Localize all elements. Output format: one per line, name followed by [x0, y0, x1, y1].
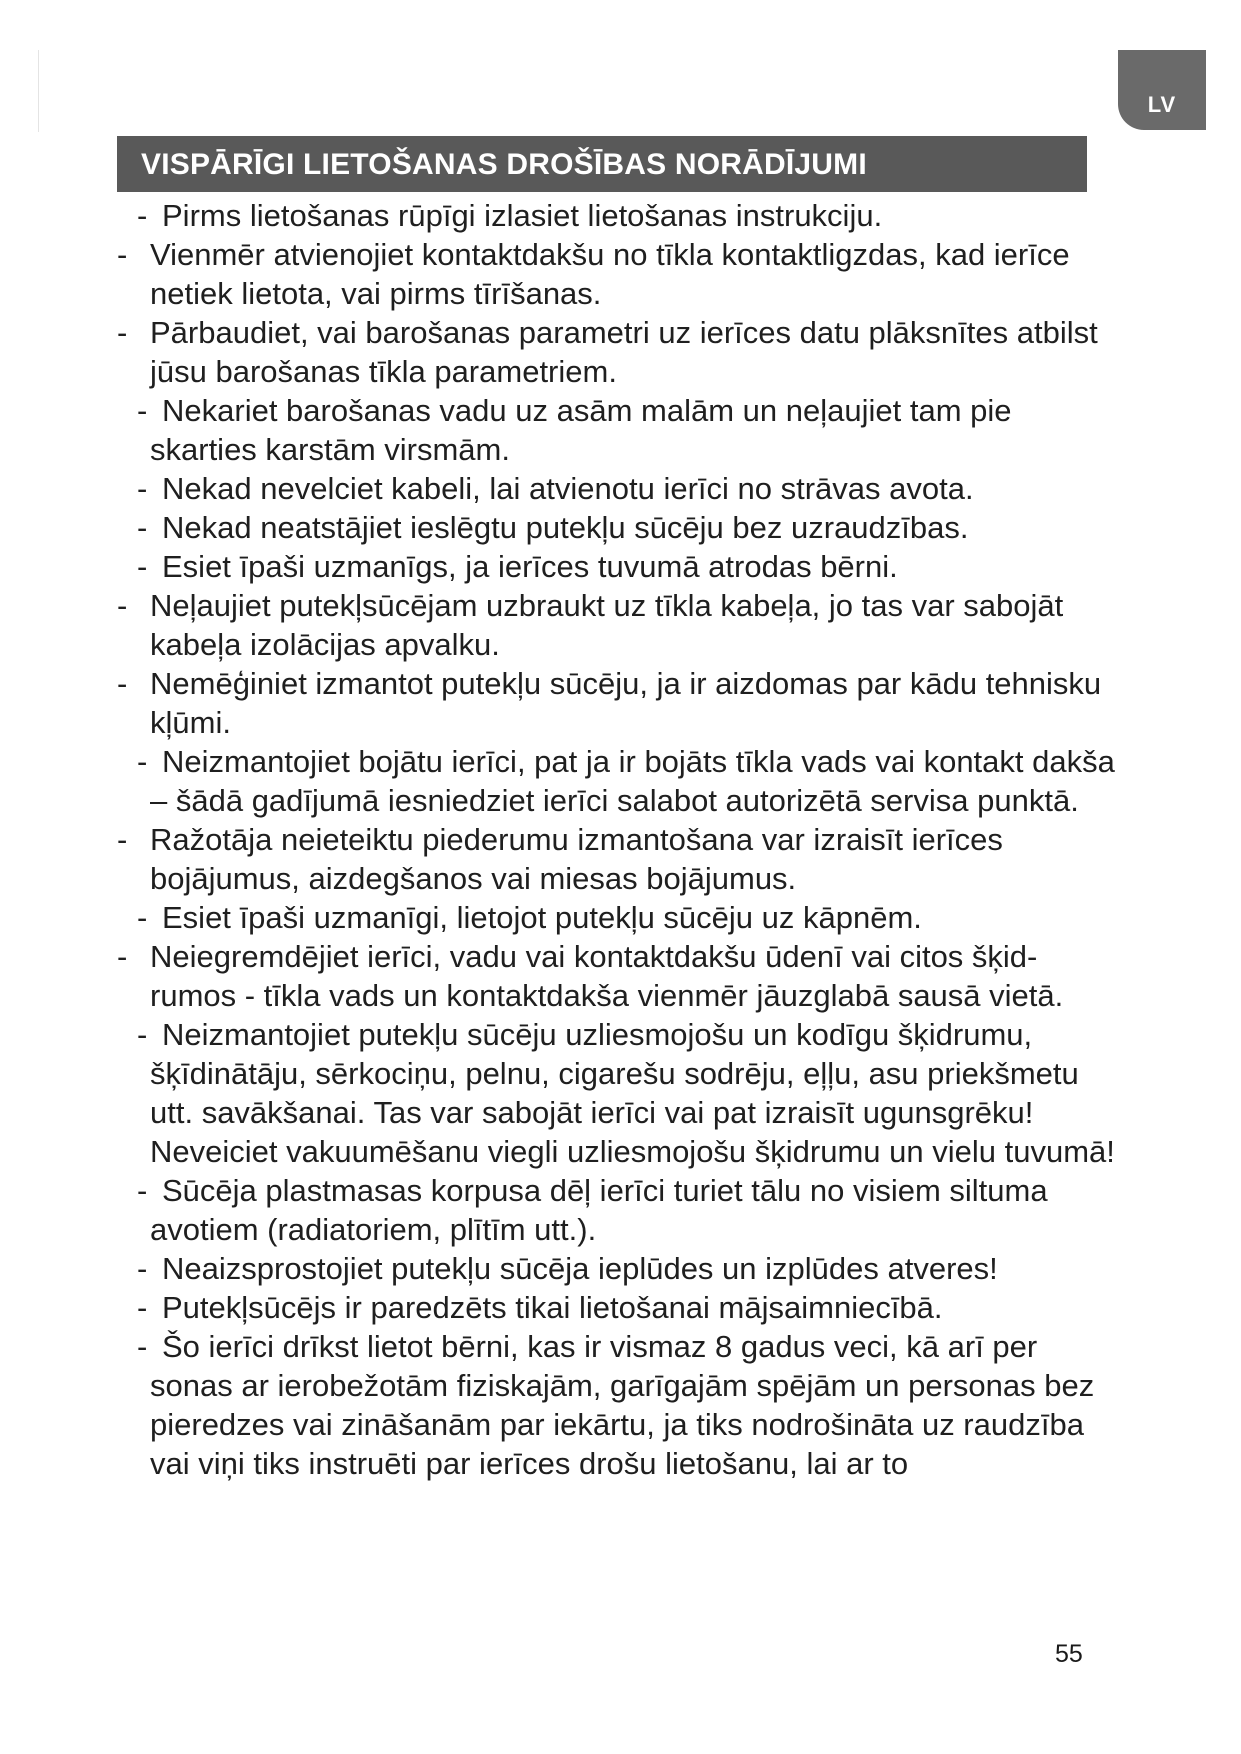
- list-item-text: Ražotāja neieteiktu piederumu izmantošana var izraisīt ierīces bojājumus, aizdegšanos vai miesas bojājumus.: [150, 822, 1003, 896]
- list-item: [0, 1171, 1241, 1249]
- list-item: [0, 508, 1241, 547]
- list-item-text: Pārbaudiet, vai barošanas parametri uz ierīces datu plāksnītes atbilst jūsu barošanas tīkla parametriem.: [150, 315, 1098, 389]
- language-tab: LV: [1118, 50, 1206, 130]
- list-dash: -: [117, 939, 128, 974]
- list-item: [0, 235, 1241, 313]
- list-item: [0, 313, 1241, 391]
- list-item: [0, 1015, 1241, 1171]
- list-item: [0, 898, 1241, 937]
- list-dash: -: [137, 1329, 148, 1364]
- list-dash: -: [137, 471, 148, 506]
- list-dash: -: [117, 237, 128, 272]
- list-item-text: Neiegremdējiet ierīci, vadu vai kontaktdakšu ūdenī vai citos šķid- rumos - tīkla vads un kontaktdakša vienmēr jāuzglabā sausā vietā.: [150, 939, 1064, 1013]
- section-title: VISPĀRĪGI LIETOŠANAS DROŠĪBAS NORĀDĪJUMI: [117, 136, 1087, 192]
- list-dash: -: [137, 393, 148, 428]
- list-item: [0, 937, 1241, 1015]
- list-dash: -: [137, 1017, 148, 1052]
- list-dash: -: [137, 900, 148, 935]
- list-item-text: Neizmantojiet bojātu ierīci, pat ja ir bojāts tīkla vads vai kontakt dakša – šādā gadījumā iesniedziet ierīci salabot autorizētā servisa punktā.: [150, 744, 1115, 818]
- list-dash: -: [137, 744, 148, 779]
- list-item-text: Vienmēr atvienojiet kontaktdakšu no tīkla kontaktligzdas, kad ierīce netiek lietota, vai pirms tīrīšanas.: [150, 237, 1070, 311]
- list-item: [0, 196, 1241, 235]
- list-item-text: Esiet īpaši uzmanīgi, lietojot putekļu sūcēju uz kāpnēm.: [162, 900, 922, 935]
- list-item-text: Nemēģiniet izmantot putekļu sūcēju, ja ir aizdomas par kādu tehnisku kļūmi.: [150, 666, 1102, 740]
- list-dash: -: [117, 822, 128, 857]
- list-item-text: Pirms lietošanas rūpīgi izlasiet lietošanas instrukciju.: [162, 198, 883, 233]
- list-item-text: Nekariet barošanas vadu uz asām malām un neļaujiet tam pie skarties karstām virsmām.: [150, 393, 1012, 467]
- list-item-text: Neļaujiet putekļsūcējam uzbraukt uz tīkla kabeļa, jo tas var sabojāt kabeļa izolācijas apvalku.: [150, 588, 1064, 662]
- list-dash: -: [137, 510, 148, 545]
- list-item: [0, 1327, 1241, 1483]
- list-item-text: Neaizsprostojiet putekļu sūcēja ieplūdes un izplūdes atveres!: [162, 1251, 998, 1286]
- list-dash: -: [117, 666, 128, 701]
- margin-line: [38, 50, 39, 132]
- list-dash: -: [137, 198, 148, 233]
- list-item: [0, 664, 1241, 742]
- page-number: 55: [1055, 1640, 1083, 1668]
- safety-instructions-list: [0, 196, 1241, 1483]
- list-item: [0, 820, 1241, 898]
- list-item: [0, 586, 1241, 664]
- list-item-text: Neizmantojiet putekļu sūcēju uzliesmojošu un kodīgu šķidrumu, šķīdinātāju, sērkociņu, pelnu, cigarešu sodrēju, eļļu, asu priekšmetu utt. savākšanai. Tas var sabojāt ierīci vai pat izraisīt ugunsgrēku! Neveiciet vakuumēšanu viegli uzliesmojošu šķidrumu un vielu tuvumā!: [150, 1017, 1115, 1169]
- list-dash: -: [117, 315, 128, 350]
- list-dash: -: [137, 1251, 148, 1286]
- list-item: [0, 1288, 1241, 1327]
- list-dash: -: [137, 549, 148, 584]
- list-dash: -: [137, 1290, 148, 1325]
- list-item: [0, 469, 1241, 508]
- list-item: [0, 391, 1241, 469]
- list-dash: -: [137, 1173, 148, 1208]
- list-dash: -: [117, 588, 128, 623]
- list-item-text: Esiet īpaši uzmanīgs, ja ierīces tuvumā atrodas bērni.: [162, 549, 898, 584]
- list-item: [0, 547, 1241, 586]
- list-item-text: Sūcēja plastmasas korpusa dēļ ierīci turiet tālu no visiem siltuma avotiem (radiatoriem, plītīm utt.).: [150, 1173, 1048, 1247]
- list-item: [0, 1249, 1241, 1288]
- list-item-text: Nekad neatstājiet ieslēgtu putekļu sūcēju bez uzraudzības.: [162, 510, 969, 545]
- list-item: [0, 742, 1241, 820]
- list-item-text: Nekad nevelciet kabeli, lai atvienotu ierīci no strāvas avota.: [162, 471, 974, 506]
- list-item-text: Putekļsūcējs ir paredzēts tikai lietošanai mājsaimniecībā.: [162, 1290, 943, 1325]
- list-item-text: Šo ierīci drīkst lietot bērni, kas ir vismaz 8 gadus veci, kā arī per sonas ar ierobežotām fiziskajām, garīgajām spējām un personas bez pieredzes vai zināšanām par iekārtu, ja tiks nodrošināta uz raudzība vai viņi tiks instruēti par ierīces drošu lietošanu, lai ar to: [150, 1329, 1095, 1481]
